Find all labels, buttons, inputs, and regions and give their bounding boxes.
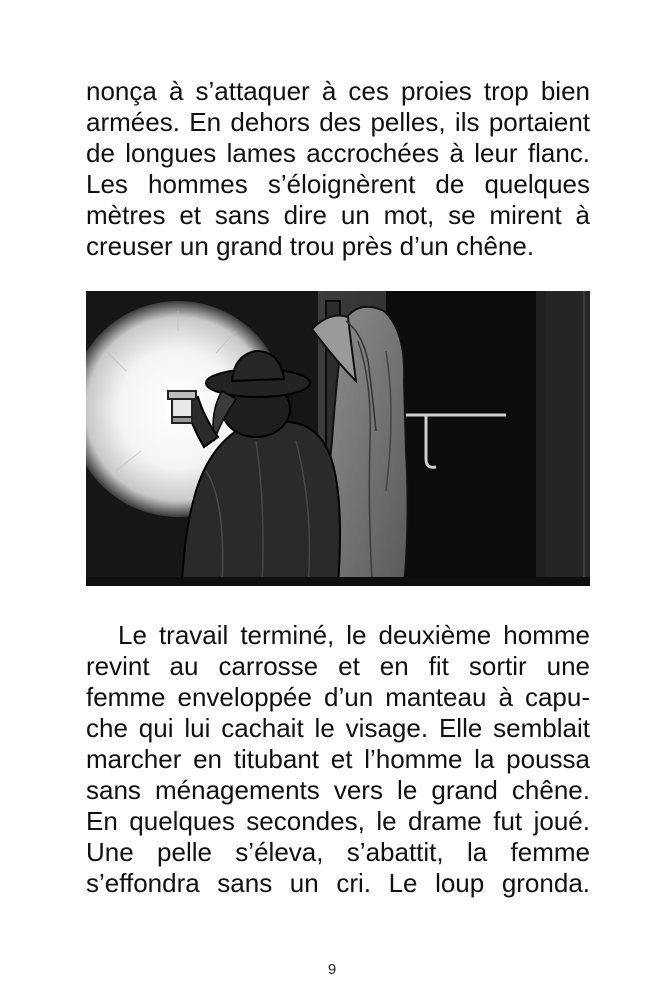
text-line: femme enveloppée d’un manteau à capu- <box>86 682 590 712</box>
text-line: Le travail terminé, le deuxième homme <box>118 620 590 650</box>
text-line: nonça à s’attaquer à ces proies trop bien <box>86 76 590 106</box>
text-line: Les hommes s’éloignèrent de quelques <box>86 169 590 199</box>
text-line: che qui lui cachait le visage. Elle semblait <box>86 713 590 743</box>
text-line: armées. En dehors des pelles, ils portaient <box>86 107 590 137</box>
page-number: 9 <box>327 961 337 978</box>
text-line: s’effondra sans un cri. Le loup gronda. <box>86 868 590 898</box>
illustration-artwork <box>86 291 590 586</box>
text-line: sans ménagements vers le grand chêne. <box>86 775 590 805</box>
text-line: de longues lames accrochées à leur flanc. <box>86 138 590 168</box>
text-line: creuser un grand trou près d’un chêne. <box>86 231 535 261</box>
text-line: marcher en titubant et l’homme la poussa <box>86 744 590 774</box>
paragraph-2 <box>86 620 590 899</box>
text-line: mètres et sans dire un mot, se mirent à <box>86 200 590 230</box>
text-line: En quelques secondes, le drame fut joué. <box>86 806 590 836</box>
paragraph-1 <box>86 76 590 262</box>
illustration <box>86 291 590 586</box>
text-line: Une pelle s’éleva, s’abattit, la femme <box>86 837 590 867</box>
text-line: revint au carrosse et en fit sortir une <box>86 651 590 681</box>
